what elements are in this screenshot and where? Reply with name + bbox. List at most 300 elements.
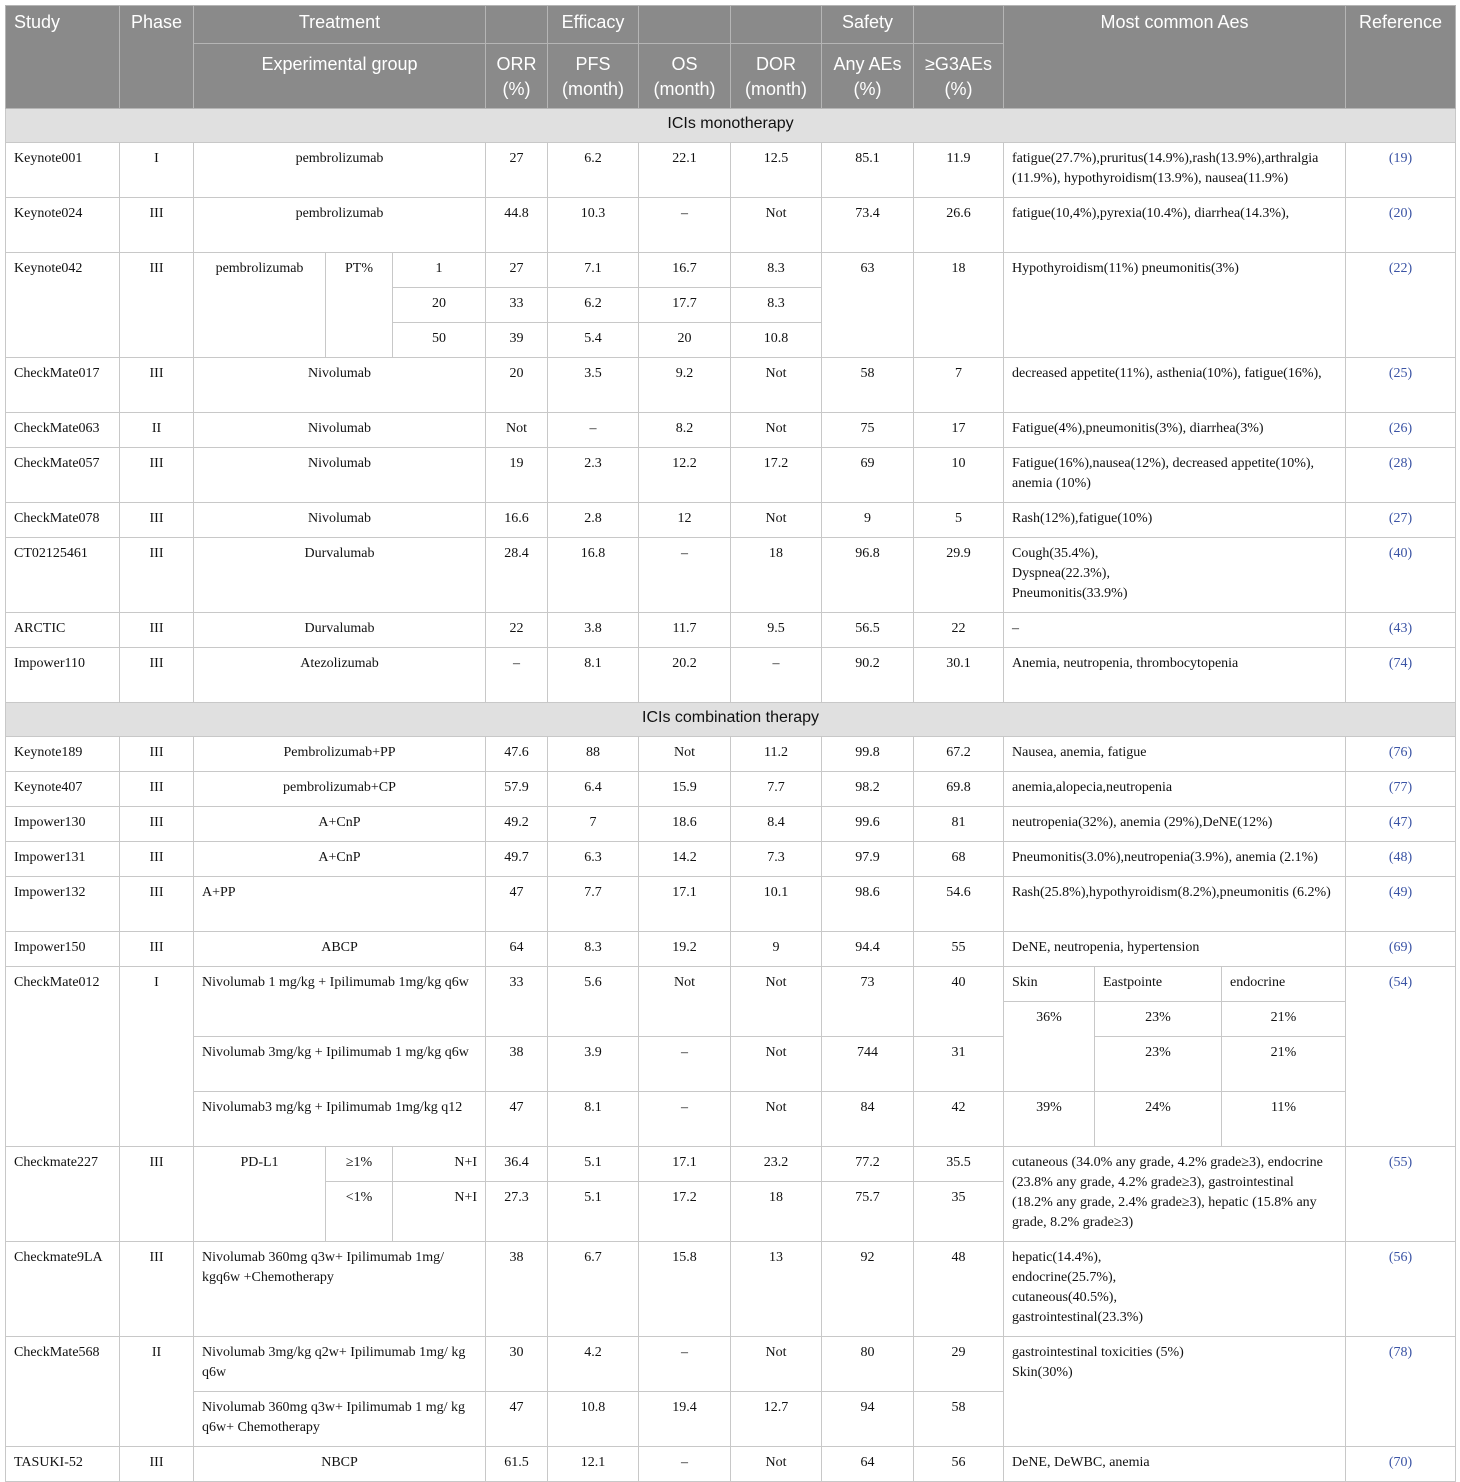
treatment: A+PP <box>194 877 486 932</box>
table-row <box>6 1242 1456 1337</box>
dor: Not <box>731 1447 822 1482</box>
os: 19.2 <box>639 932 731 967</box>
pd-l1-level: ≥1% <box>326 1147 393 1182</box>
ae-head-eastpointe: Eastpointe <box>1095 967 1222 1002</box>
pt-label: PT% <box>326 253 393 358</box>
orr: 47 <box>486 1392 548 1447</box>
study-name: CheckMate012 <box>6 967 120 1147</box>
g3-aes: 11.9 <box>914 143 1004 198</box>
g3-aes: 55 <box>914 932 1004 967</box>
orr: 19 <box>486 448 548 503</box>
phase: III <box>120 613 194 648</box>
pfs: 7.1 <box>548 253 639 288</box>
orr: – <box>486 648 548 703</box>
ae-eastpointe: 23% <box>1095 1037 1222 1092</box>
common-aes: Nausea, anemia, fatigue <box>1004 737 1346 772</box>
pfs: 6.2 <box>548 288 639 323</box>
study-name: TASUKI-52 <box>6 1447 120 1482</box>
any-aes: 63 <box>822 253 914 358</box>
pfs: 88 <box>548 737 639 772</box>
phase: III <box>120 358 194 413</box>
ae-skin: 39% <box>1004 1092 1095 1147</box>
pfs: 8.1 <box>548 1092 639 1147</box>
study-name: CheckMate568 <box>6 1337 120 1447</box>
dor: Not <box>731 1337 822 1392</box>
common-aes: Pneumonitis(3.0%),neutropenia(3.9%), anemia (2.1%) <box>1004 842 1346 877</box>
reference-link[interactable]: (55) <box>1346 1147 1456 1242</box>
g3-aes: 22 <box>914 613 1004 648</box>
pfs: 10.8 <box>548 1392 639 1447</box>
common-aes: Fatigue(4%),pneumonitis(3%), diarrhea(3%) <box>1004 413 1346 448</box>
treatment: Pembrolizumab+PP <box>194 737 486 772</box>
header-dor: DOR (month) <box>731 44 822 109</box>
pfs: 6.3 <box>548 842 639 877</box>
header-any-aes: Any AEs (%) <box>822 44 914 109</box>
dor: 10.8 <box>731 323 822 358</box>
header-study: Study <box>6 6 120 109</box>
os: – <box>639 198 731 253</box>
pfs: 8.1 <box>548 648 639 703</box>
phase: II <box>120 1337 194 1447</box>
study-name: Impower150 <box>6 932 120 967</box>
dor: 11.2 <box>731 737 822 772</box>
any-aes: 73 <box>822 967 914 1037</box>
orr: 64 <box>486 932 548 967</box>
orr: 36.4 <box>486 1147 548 1182</box>
treatment: Nivolumab 360mg q3w+ Ipilimumab 1mg/ kgq6w +Chemotherapy <box>194 1242 486 1337</box>
os: – <box>639 1092 731 1147</box>
study-name: Keynote042 <box>6 253 120 358</box>
phase: III <box>120 1242 194 1337</box>
os: 14.2 <box>639 842 731 877</box>
reference-link[interactable]: (27) <box>1346 503 1456 538</box>
ici-studies-table <box>5 5 1456 1482</box>
pfs: – <box>548 413 639 448</box>
reference-link[interactable]: (26) <box>1346 413 1456 448</box>
g3-aes: 5 <box>914 503 1004 538</box>
os: 22.1 <box>639 143 731 198</box>
pfs: 6.7 <box>548 1242 639 1337</box>
treatment: NBCP <box>194 1447 486 1482</box>
section-combination: ICIs combination therapy <box>6 703 1456 737</box>
phase: I <box>120 143 194 198</box>
os: 20 <box>639 323 731 358</box>
phase: III <box>120 503 194 538</box>
dor: 23.2 <box>731 1147 822 1182</box>
header-phase: Phase <box>120 6 194 109</box>
pfs: 2.3 <box>548 448 639 503</box>
reference-link[interactable]: (56) <box>1346 1242 1456 1337</box>
orr: Not <box>486 413 548 448</box>
table-row <box>6 772 1456 807</box>
any-aes: 97.9 <box>822 842 914 877</box>
orr: 30 <box>486 1337 548 1392</box>
os: 17.1 <box>639 1147 731 1182</box>
table-row <box>6 358 1456 413</box>
phase: III <box>120 198 194 253</box>
g3-aes: 31 <box>914 1037 1004 1092</box>
phase: III <box>120 932 194 967</box>
dor: 10.1 <box>731 877 822 932</box>
table-row <box>6 877 1456 932</box>
treatment: Nivolumab <box>194 358 486 413</box>
common-aes: neutropenia(32%), anemia (29%),DeNE(12%) <box>1004 807 1346 842</box>
section-monotherapy: ICIs monotherapy <box>6 109 1456 143</box>
orr: 16.6 <box>486 503 548 538</box>
study-table-container <box>5 5 1455 1482</box>
any-aes: 92 <box>822 1242 914 1337</box>
any-aes: 99.8 <box>822 737 914 772</box>
treatment: A+CnP <box>194 807 486 842</box>
header-treatment: Treatment <box>194 6 486 44</box>
study-name: CheckMate063 <box>6 413 120 448</box>
g3-aes: 68 <box>914 842 1004 877</box>
header-efficacy: Efficacy <box>548 6 639 44</box>
orr: 28.4 <box>486 538 548 613</box>
study-name: Keynote189 <box>6 737 120 772</box>
g3-aes: 42 <box>914 1092 1004 1147</box>
any-aes: 85.1 <box>822 143 914 198</box>
pfs: 5.4 <box>548 323 639 358</box>
orr: 39 <box>486 323 548 358</box>
pfs: 6.2 <box>548 143 639 198</box>
orr: 49.2 <box>486 807 548 842</box>
table-row <box>6 1337 1456 1392</box>
table-row <box>6 1147 1456 1182</box>
table-row <box>6 967 1456 1002</box>
g3-aes: 7 <box>914 358 1004 413</box>
os: – <box>639 538 731 613</box>
table-row <box>6 538 1456 613</box>
dor: 7.3 <box>731 842 822 877</box>
os: 12 <box>639 503 731 538</box>
dor: 8.3 <box>731 288 822 323</box>
reference-link[interactable]: (77) <box>1346 772 1456 807</box>
reference-link[interactable]: (40) <box>1346 538 1456 613</box>
pfs: 4.2 <box>548 1337 639 1392</box>
any-aes: 56.5 <box>822 613 914 648</box>
table-row <box>6 807 1456 842</box>
g3-aes: 26.6 <box>914 198 1004 253</box>
reference-link[interactable]: (76) <box>1346 737 1456 772</box>
study-name: Impower130 <box>6 807 120 842</box>
reference-link[interactable]: (22) <box>1346 253 1456 358</box>
os: 17.2 <box>639 1182 731 1242</box>
common-aes: – <box>1004 613 1346 648</box>
ae-eastpointe: 24% <box>1095 1092 1222 1147</box>
common-aes: DeNE, neutropenia, hypertension <box>1004 932 1346 967</box>
orr: 49.7 <box>486 842 548 877</box>
table-row <box>6 198 1456 253</box>
study-name: Checkmate9LA <box>6 1242 120 1337</box>
orr: 47 <box>486 877 548 932</box>
g3-aes: 30.1 <box>914 648 1004 703</box>
g3-aes: 81 <box>914 807 1004 842</box>
dor: 18 <box>731 1182 822 1242</box>
reference-link[interactable]: (28) <box>1346 448 1456 503</box>
any-aes: 98.2 <box>822 772 914 807</box>
any-aes: 9 <box>822 503 914 538</box>
study-name: CheckMate057 <box>6 448 120 503</box>
any-aes: 98.6 <box>822 877 914 932</box>
phase: III <box>120 1147 194 1242</box>
phase: II <box>120 413 194 448</box>
header-blank-2 <box>639 6 731 44</box>
table-row <box>6 648 1456 703</box>
orr: 20 <box>486 358 548 413</box>
table-row <box>6 448 1456 503</box>
dor: Not <box>731 413 822 448</box>
os: – <box>639 1447 731 1482</box>
common-aes: DeNE, DeWBC, anemia <box>1004 1447 1346 1482</box>
reference-link[interactable]: (54) <box>1346 967 1456 1147</box>
study-name: CheckMate078 <box>6 503 120 538</box>
orr: 47.6 <box>486 737 548 772</box>
header-blank-4 <box>914 6 1004 44</box>
dor: 18 <box>731 538 822 613</box>
g3-aes: 58 <box>914 1392 1004 1447</box>
table-row <box>6 413 1456 448</box>
os: 15.9 <box>639 772 731 807</box>
os: – <box>639 1037 731 1092</box>
arm: N+I <box>393 1147 486 1182</box>
study-name: Keynote001 <box>6 143 120 198</box>
orr: 38 <box>486 1242 548 1337</box>
header-orr: ORR (%) <box>486 44 548 109</box>
dor: Not <box>731 198 822 253</box>
table-row <box>6 1037 1456 1092</box>
dor: 12.7 <box>731 1392 822 1447</box>
any-aes: 84 <box>822 1092 914 1147</box>
any-aes: 96.8 <box>822 538 914 613</box>
common-aes: fatigue(10,4%),pyrexia(10.4%), diarrhea(14.3%), <box>1004 198 1346 253</box>
g3-aes: 54.6 <box>914 877 1004 932</box>
any-aes: 64 <box>822 1447 914 1482</box>
study-name: Keynote024 <box>6 198 120 253</box>
ae-head-endocrine: endocrine <box>1222 967 1346 1002</box>
treatment: pembrolizumab <box>194 253 326 358</box>
common-aes: Rash(12%),fatigue(10%) <box>1004 503 1346 538</box>
pt-value: 1 <box>393 253 486 288</box>
dor: 8.3 <box>731 253 822 288</box>
any-aes: 77.2 <box>822 1147 914 1182</box>
dor: 9 <box>731 932 822 967</box>
g3-aes: 35 <box>914 1182 1004 1242</box>
os: 9.2 <box>639 358 731 413</box>
treatment: Nivolumab 1 mg/kg + Ipilimumab 1mg/kg q6w <box>194 967 486 1037</box>
any-aes: 744 <box>822 1037 914 1092</box>
reference-link[interactable]: (69) <box>1346 932 1456 967</box>
ae-head-skin: Skin <box>1004 967 1095 1002</box>
common-aes: fatigue(27.7%),pruritus(14.9%),rash(13.9%),arthralgia (11.9%), hypothyroidism(13.9%), nausea(11.9%) <box>1004 143 1346 198</box>
os: – <box>639 1337 731 1392</box>
treatment: pembrolizumab+CP <box>194 772 486 807</box>
study-name: CheckMate017 <box>6 358 120 413</box>
ae-endocrine: 21% <box>1222 1002 1346 1037</box>
pt-value: 20 <box>393 288 486 323</box>
reference-link[interactable]: (70) <box>1346 1447 1456 1482</box>
pfs: 5.1 <box>548 1182 639 1242</box>
pfs: 3.9 <box>548 1037 639 1092</box>
pfs: 16.8 <box>548 538 639 613</box>
pfs: 5.1 <box>548 1147 639 1182</box>
os: 17.7 <box>639 288 731 323</box>
g3-aes: 10 <box>914 448 1004 503</box>
orr: 33 <box>486 288 548 323</box>
treatment: Durvalumab <box>194 613 486 648</box>
ae-eastpointe: 23% <box>1095 1002 1222 1037</box>
g3-aes: 29.9 <box>914 538 1004 613</box>
study-name: CT02125461 <box>6 538 120 613</box>
treatment: pembrolizumab <box>194 143 486 198</box>
treatment: Nivolumab 3mg/kg q2w+ Ipilimumab 1mg/ kg q6w <box>194 1337 486 1392</box>
any-aes: 69 <box>822 448 914 503</box>
treatment: Durvalumab <box>194 538 486 613</box>
orr: 61.5 <box>486 1447 548 1482</box>
study-name: Impower132 <box>6 877 120 932</box>
treatment: Nivolumab 3mg/kg + Ipilimumab 1 mg/kg q6w <box>194 1037 486 1092</box>
study-name: Keynote407 <box>6 772 120 807</box>
table-row <box>6 737 1456 772</box>
g3-aes: 18 <box>914 253 1004 358</box>
any-aes: 99.6 <box>822 807 914 842</box>
g3-aes: 29 <box>914 1337 1004 1392</box>
common-aes: decreased appetite(11%), asthenia(10%), fatigue(16%), <box>1004 358 1346 413</box>
orr: 57.9 <box>486 772 548 807</box>
treatment: Nivolumab3 mg/kg + Ipilimumab 1mg/kg q12 <box>194 1092 486 1147</box>
table-row <box>6 1092 1456 1147</box>
ae-endocrine: 21% <box>1222 1037 1346 1092</box>
os: Not <box>639 967 731 1037</box>
orr: 44.8 <box>486 198 548 253</box>
treatment: pembrolizumab <box>194 198 486 253</box>
common-aes: Fatigue(16%),nausea(12%), decreased appetite(10%), anemia (10%) <box>1004 448 1346 503</box>
phase: III <box>120 538 194 613</box>
table-row <box>6 143 1456 198</box>
phase: III <box>120 737 194 772</box>
table-row <box>6 253 1456 288</box>
any-aes: 73.4 <box>822 198 914 253</box>
pd-l1-label: PD-L1 <box>194 1147 326 1242</box>
pfs: 7 <box>548 807 639 842</box>
os: 16.7 <box>639 253 731 288</box>
os: Not <box>639 737 731 772</box>
arm: N+I <box>393 1182 486 1242</box>
treatment: A+CnP <box>194 842 486 877</box>
pfs: 12.1 <box>548 1447 639 1482</box>
pfs: 5.6 <box>548 967 639 1037</box>
pfs: 3.5 <box>548 358 639 413</box>
os: 12.2 <box>639 448 731 503</box>
os: 18.6 <box>639 807 731 842</box>
reference-link[interactable]: (19) <box>1346 143 1456 198</box>
os: 15.8 <box>639 1242 731 1337</box>
orr: 33 <box>486 967 548 1037</box>
common-aes: gastrointestinal toxicities (5%) Skin(30%) <box>1004 1337 1346 1447</box>
reference-link[interactable]: (20) <box>1346 198 1456 253</box>
dor: 7.7 <box>731 772 822 807</box>
ae-skin: 36% <box>1004 1002 1095 1092</box>
pfs: 6.4 <box>548 772 639 807</box>
study-name: Impower110 <box>6 648 120 703</box>
treatment: Nivolumab <box>194 503 486 538</box>
reference-link[interactable]: (43) <box>1346 613 1456 648</box>
common-aes: Hypothyroidism(11%) pneumonitis(3%) <box>1004 253 1346 358</box>
orr: 47 <box>486 1092 548 1147</box>
treatment: Atezolizumab <box>194 648 486 703</box>
dor: Not <box>731 503 822 538</box>
dor: Not <box>731 1037 822 1092</box>
phase: III <box>120 842 194 877</box>
dor: Not <box>731 358 822 413</box>
pfs: 2.8 <box>548 503 639 538</box>
os: 17.1 <box>639 877 731 932</box>
dor: – <box>731 648 822 703</box>
phase: III <box>120 1447 194 1482</box>
os: 8.2 <box>639 413 731 448</box>
pfs: 7.7 <box>548 877 639 932</box>
orr: 27 <box>486 143 548 198</box>
phase: III <box>120 877 194 932</box>
dor: 9.5 <box>731 613 822 648</box>
g3-aes: 40 <box>914 967 1004 1037</box>
dor: 17.2 <box>731 448 822 503</box>
treatment: Nivolumab <box>194 448 486 503</box>
header-os: OS (month) <box>639 44 731 109</box>
common-aes: hepatic(14.4%), endocrine(25.7%), cutaneous(40.5%), gastrointestinal(23.3%) <box>1004 1242 1346 1337</box>
reference-link[interactable]: (48) <box>1346 842 1456 877</box>
pfs: 3.8 <box>548 613 639 648</box>
common-aes: Rash(25.8%),hypothyroidism(8.2%),pneumonitis (6.2%) <box>1004 877 1346 932</box>
header-reference: Reference <box>1346 6 1456 109</box>
common-aes: Cough(35.4%), Dyspnea(22.3%), Pneumonitis(33.9%) <box>1004 538 1346 613</box>
pfs: 8.3 <box>548 932 639 967</box>
g3-aes: 67.2 <box>914 737 1004 772</box>
any-aes: 75.7 <box>822 1182 914 1242</box>
table-row <box>6 932 1456 967</box>
study-name: Checkmate227 <box>6 1147 120 1242</box>
common-aes: anemia,alopecia,neutropenia <box>1004 772 1346 807</box>
common-aes: Anemia, neutropenia, thrombocytopenia <box>1004 648 1346 703</box>
pd-l1-level: <1% <box>326 1182 393 1242</box>
os: 11.7 <box>639 613 731 648</box>
g3-aes: 48 <box>914 1242 1004 1337</box>
header-g3-aes: ≥G3AEs (%) <box>914 44 1004 109</box>
phase: III <box>120 648 194 703</box>
dor: 13 <box>731 1242 822 1337</box>
pfs: 10.3 <box>548 198 639 253</box>
reference-link[interactable]: (47) <box>1346 807 1456 842</box>
orr: 38 <box>486 1037 548 1092</box>
treatment: Nivolumab <box>194 413 486 448</box>
table-row <box>6 1447 1456 1482</box>
os: 20.2 <box>639 648 731 703</box>
reference-link[interactable]: (74) <box>1346 648 1456 703</box>
reference-link[interactable]: (25) <box>1346 358 1456 413</box>
dor: 12.5 <box>731 143 822 198</box>
header-pfs: PFS (month) <box>548 44 639 109</box>
study-name: ARCTIC <box>6 613 120 648</box>
g3-aes: 35.5 <box>914 1147 1004 1182</box>
orr: 27.3 <box>486 1182 548 1242</box>
table-row <box>6 503 1456 538</box>
reference-link[interactable]: (78) <box>1346 1337 1456 1447</box>
orr: 27 <box>486 253 548 288</box>
reference-link[interactable]: (49) <box>1346 877 1456 932</box>
header-blank-1 <box>486 6 548 44</box>
g3-aes: 17 <box>914 413 1004 448</box>
treatment: Nivolumab 360mg q3w+ Ipilimumab 1 mg/ kg q6w+ Chemotherapy <box>194 1392 486 1447</box>
